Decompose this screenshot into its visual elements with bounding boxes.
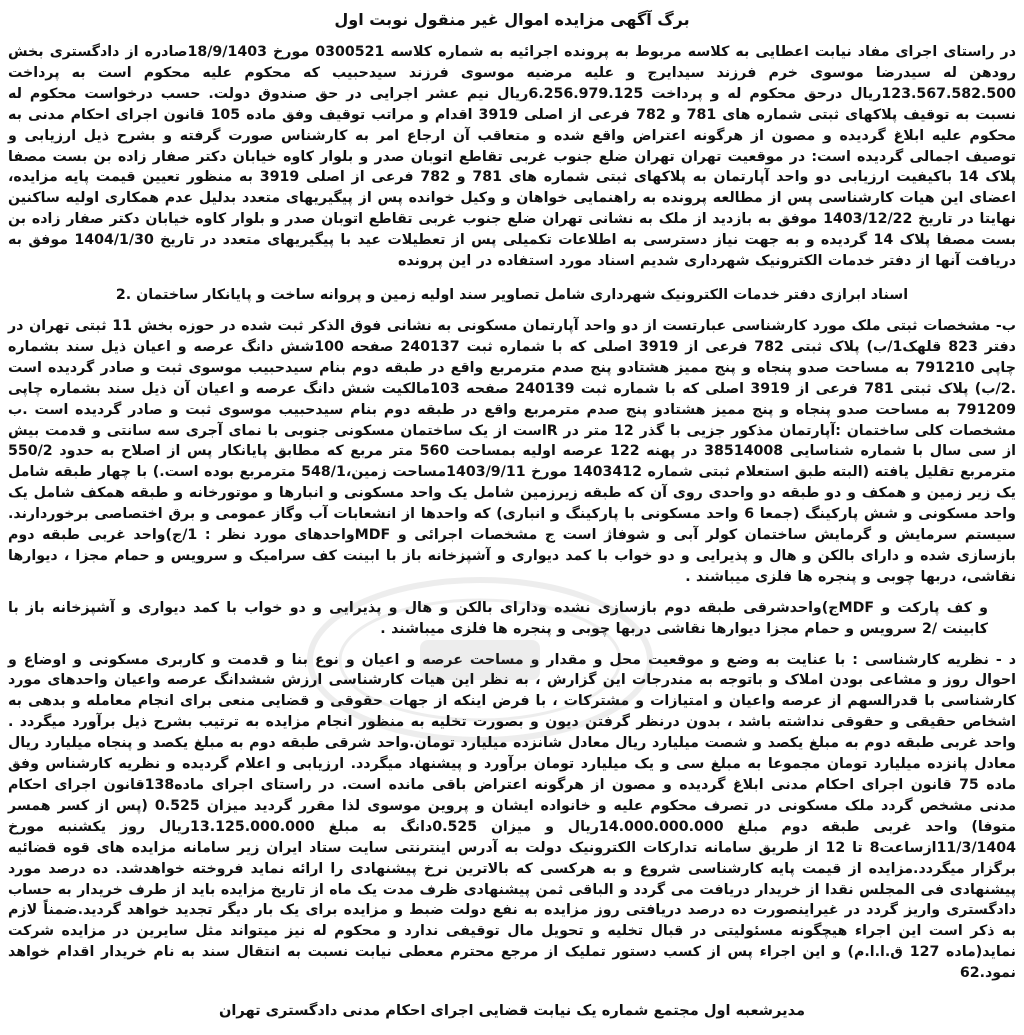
paragraph-expert-opinion: د - نظریه کارشناسی : با عنایت به وضع و موقعیت محل و مقدار و مساحت عرصه و اعیان و نوع بنا و قدمت و کاربری مسکونی و اوضاع و احوال روز و مشاعی بودن املاک و باتوجه به مندرجات این گزارش ، به نظر این هیات کارشناسی ارزش ششدانگ عرصه واعیان واحدهای مورد کارشناسی با قدرالسهم از عرصه واعیان و امتیازات و مشترکات ، با فرض اینکه از جهات حقوقی و قضایی منعی برای انجام معامله و بدهی به اشخاص حقیقی و حقوقی نداشته باشد ، بدون درنظر گرفتن دیون و بصورت تخلیه به منظور انجام مزایده به ترتیب بشرح ذیل برآورد میگردد . واحد غربی طبقه دوم به مبلغ یکصد و شصت میلیارد ریال معادل شانزده میلیارد تومان.واحد شرقی طبقه دوم به مبلغ یکصد و پنجاه میلیارد ریال معادل پانزده میلیارد تومان مجموعا به مبلغ سی و یک میلیارد تومان برآورد و پیشنهاد میگردد. ارزیابی و اعلام گردیده و نظریه کارشناس وفق ماده 75 قانون اجرای احکام مدنی ابلاغ گردیده و مصون از هرگونه اعتراض باقی مانده است. در راستای اجرای ماده138قانون اجرای احکام مدنی مشخص گردد ملک مسکونی در تصرف محکوم علیه و خانواده ایشان و پروین موسوی لذا مقرر گردید میزان 0.525 (پس از کسر همسر متوفا) واحد غربی طبقه دوم مبلغ 14.000.000.000ریال و میزان 0.525دانگ به مبلغ 13.125.000.000ریال روز یکشنبه مورخ 11/3/1404ازساعت8 تا 12 از طریق سامانه تدارکات الکترونیک دولت به آدرس اینترنتی سایت ستاد ایران زیر سامانه مزایده های قوه قضائیه برگزار میگردد.مزایده از قیمت پایه کارشناسی شروع و به هرکسی که بالاترین نرخ پیشنهادی را ارائه نماید فروخته خواهدشد. ده درصد مورد پیشنهادی فی المجلس نقدا از خریدار دریافت می گردد و الباقی ثمن پیشنهادی ظرف مدت یک ماه از تاریخ مزایده باید از طرف خریدار به حساب دادگستری واریز گردد در غیراینصورت ده درصد دریافتی روز مزایده به نفع دولت ضبط و مزایده برای یک بار دیگر تجدید خواهد گردید.ضمناً لازم به ذکر است این اجراء هیچگونه مسئولیتی در قبال تخلیه و تحویل مال توقیفی ندارد و محکوم له نیز میتواند مثل سایرین در مزایده شرکت نماید(ماده 127 ق.ا.ا.م) و این اجراء پس از کسب دستور تملیک از مرجع محترم معطی نیابت نسبت به انتقال سند به نام خریدار اقدام خواهد نمود.62 — [8, 651, 1016, 982]
paragraph-east-unit: و کف پارکت و MDFج)واحدشرقی طبقه دوم بازسازی نشده ودارای بالکن و هال و پذیرایی و دو خواب با کمد دیواری و آشپزخانه باز با کابینت /2 سرویس و حمام مجزا دیوارها نقاشی دربها چوبی و پنجره ها فلزی میباشند . — [8, 599, 988, 637]
notice-title: برگ آگهی مزایده اموال غیر منقول نوبت اول — [334, 10, 690, 29]
signature-footer: مدیرشعبه اول مجتمع شماره یک نیابت قضایی اجرای احکام مدنی دادگستری تهران — [218, 1002, 806, 1020]
paragraph-introduction: در راستای اجرای مفاد نیابت اعطایی به کلاسه مربوط به پرونده اجرائیه به شماره کلاسه 0300521 مورخ 18/9/1403صادره از دادگستری بخش رودهن له سیدرضا موسوی خرم فرزند سیدایرج و علیه مرضیه موسوی فرزند سیدحبیب که محکوم علیه محکوم است به پرداخت 123.567.582.500ریال درحق محکوم له و پرداخت 6.256.979.125ریال نیم عشر اجرایی در حق صندوق دولت. حسب درخواست محکوم له نسبت به توقیف پلاکهای ثبتی شماره های 781 و 782 فرعی از اصلی 3919 اقدام و مراتب توقیف وفق ماده 105 قانون اجرای احکام مدنی به محکوم علیه ابلاغ گردیده و مصون از هرگونه اعتراض واقع شده و متعاقب آن ارجاع امر به کارشناس صورت گرفته و بشرح ذیل ارزیابی و توصیف اجمالی گردیده است: در موقعیت تهران تهران ضلع جنوب غربی تقاطع اتوبان صدر و بلوار کاوه خیابان دکتر صفار زاده بن بست مصفا پلاک 14 باکیفیت ارزیابی دو واحد آپارتمان به پلاکهای ثبتی شماره های 781 و 782 فرعی از اصلی 3919 به منظور تعیین قیمت پایه مزایده، اعضای این هیات کارشناسی پس از مطالعه پرونده به راهنمایی خواهان و وکیل خوانده پس از پیگیریهای متعدد بدلیل عدم همکاری اولیه ساکنین نهایتا در تاریخ 1403/12/22 موفق به بازدید از ملک به نشانی تهران ضلع جنوب غربی تقاطع اتوبان صدر و بلوار کاوه خیابان دکتر صفار زاده بن بست مصفا پلاک 14 گردیده و به جهت نیاز دسترسی به اطلاعات تکمیلی پس از تعطیلات عید با پیگیریهای متعدد در تاریخ 1404/1/30 موفق به دریافت آنها از دفتر خدمات الکترونیک شهرداری شدیم اسناد مورد استفاده در این پرونده — [8, 44, 1017, 270]
paragraph-registration-specs: ب- مشخصات ثبتی ملک مورد کارشناسی عبارتست از دو واحد آپارتمان مسکونی به نشانی فوق الذکر ثبت شده در حوزه بخش 11 ثبتی تهران در دفتر 823 قلهک1/ب) پلاک ثبتی 782 فرعی از 3919 اصلی که با شماره ثبت 240137 صفحه 100شش دانگ عرصه و اعیان ذیل سند بشماره چاپی 791210 به مساحت صدو پنجاه و پنج ممیز هشتادو پنج صدم مترمربع واقع در طبقه دوم بنام سیدحبیب موسوی ثبت و صادر گردیده است .2/ب) پلاک ثبتی 781 فرعی از 3919 اصلی که با شماره ثبت 240139 صفحه 103مالکیت شش دانگ عرصه و اعیان آن ذیل سند بشماره چاپی 791209 به مساحت صدو پنجاه و پنج ممیز هشتادو پنج صدم مترمربع واقع در طبقه دوم بنام سیدحبیب موسوی ثبت و صادر گردیده است .ب مشخصات کلی ساختمان :آپارتمان مذکور جزیی با گذر 12 متر در Rاست از یک ساختمان مسکونی جنوبی با نمای آجری سه سانتی و قدمت بیش از سی سال با شماره شناسایی 38514008 در پهنه 122 عرصه اولیه بمساحت 560 متر مربع که مطابق پایانکار پس از اصلاح به حدود 550/2 مترمربع تقلیل یافته (البته طبق استعلام ثبتی شماره 1403412 مورخ 1403/9/11مساحت زمین،548/1 مترمربع بوده است.) با چهار طبقه شامل یک زیر زمین و همکف و دو طبقه دو واحدی روی آن که طبقه زیرزمین شامل یک واحد مسکونی و انبارها و موتورخانه و طبقه همکف شامل یک واحد مسکونی و شش پارکینگ (جمعا 6 واحد مسکونی با پارکینگ و انباری) که واحدها از انشعابات آب وگاز عمومی و برق اختصاصی برخوردارند. سیستم سرمایش و گرمایش ساختمان کولر آبی و شوفاژ است ج مشخصات اجرائی و MDFواحدهای مورد نظر : 1/ج)واحد غربی طبقه دوم بازسازی شده و دارای بالکن و هال و پذیرایی و دو خواب با کمد دیواری و آشپزخانه باز با ابینت کف سرامیک و سرویس و حمام مجزا ، دیوارها نقاشی، دربها چوبی و پنجره ها فلزی میباشند . — [8, 317, 1017, 585]
paragraph-documents: اسناد ابرازی دفتر خدمات الکترونیک شهرداری شامل تصاویر سند اولیه زمین و پروانه ساخت و پایانکار ساختمان .2 — [115, 286, 909, 303]
